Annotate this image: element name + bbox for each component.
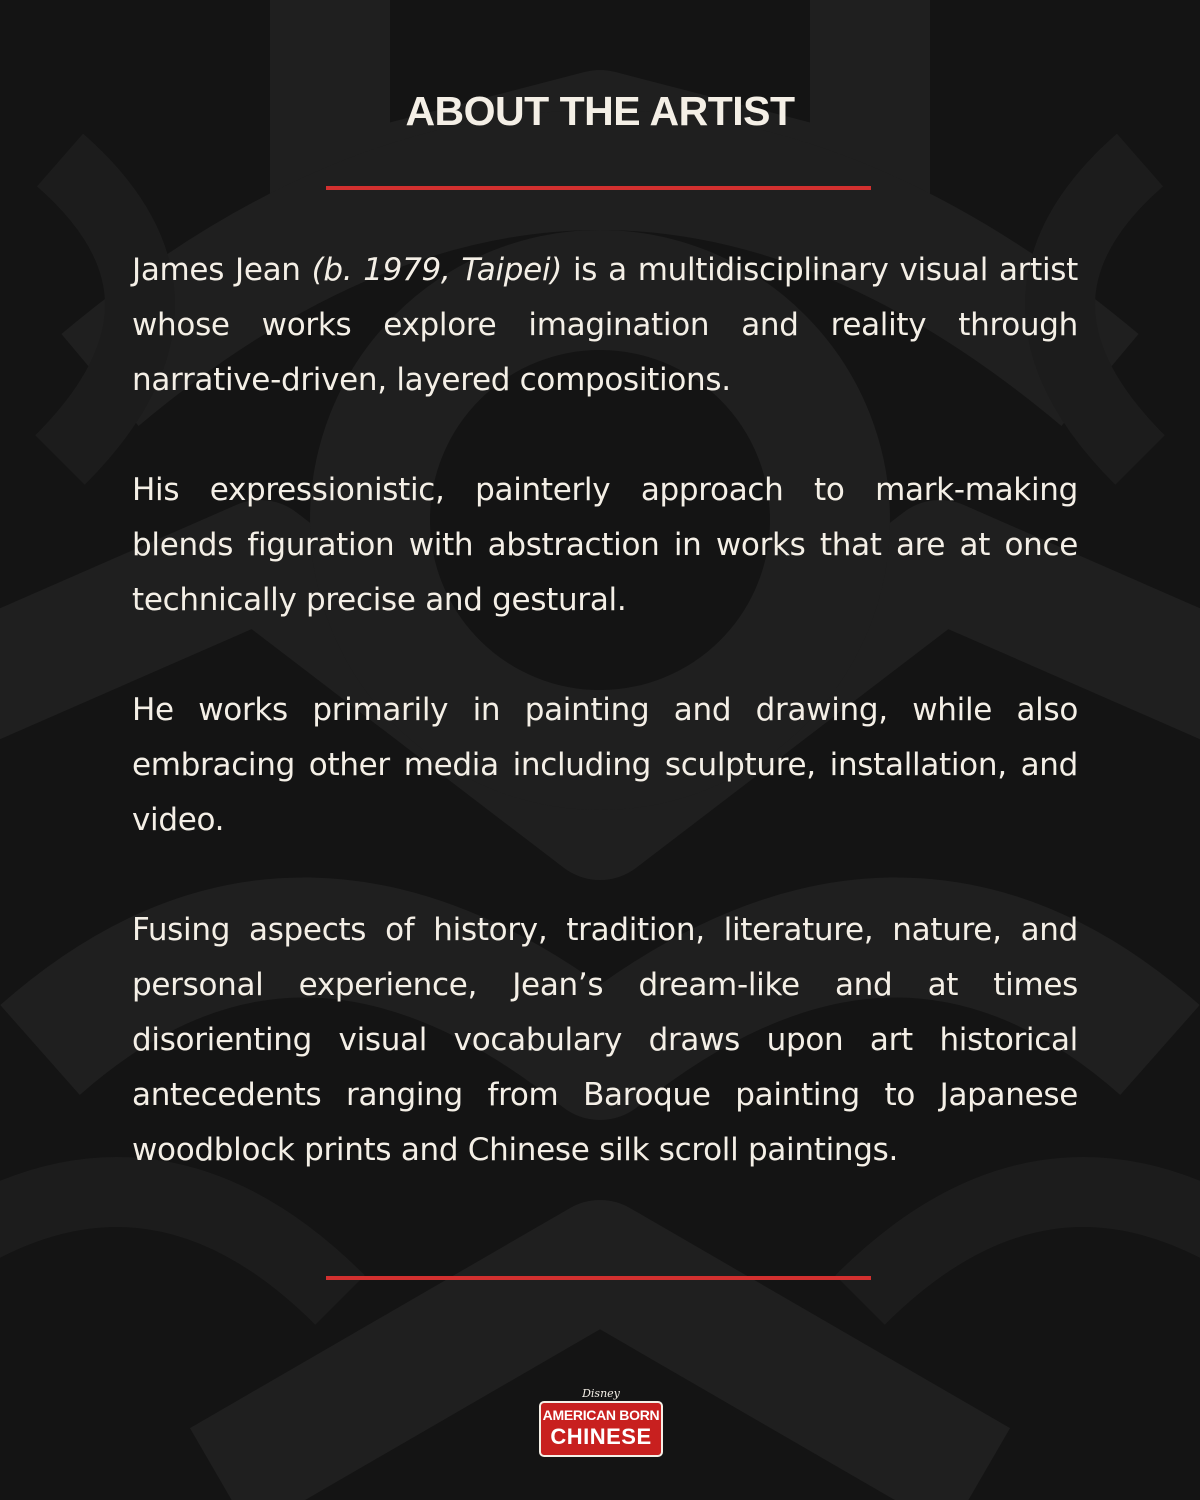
bio-intro-rest: is a multidisciplinary visual artist whose works explore imagination and reality through narrative-driven, layered compositions. (132, 252, 1079, 398)
bio-paragraph-1 (132, 243, 1078, 408)
bio-paragraph-2: His expressionistic, painterly approach to mark-making blends figuration with abstraction in works that are at once technically precise and gestural. (132, 472, 1078, 618)
show-logo (539, 1388, 663, 1458)
bottom-divider (326, 1276, 871, 1280)
logo-line-1: AMERICAN BORN (542, 1407, 660, 1423)
bio-name: James Jean (132, 252, 312, 288)
bio-paragraph-4: Fusing aspects of history, tradition, literature, nature, and personal experience, Jean’s dream-like and at times disorienting visual vocabulary draws upon art historical antecedents ranging from Baroque painting to Japanese woodblock prints and Chinese silk scroll paintings. (132, 912, 1078, 1168)
page-title: ABOUT THE ARTIST (405, 88, 795, 134)
logo-badge (539, 1401, 663, 1457)
disney-wordmark: Disney (582, 1387, 620, 1400)
top-divider (326, 186, 871, 190)
artist-bio (132, 243, 1078, 1233)
logo-line-2: CHINESE (550, 1424, 652, 1449)
bio-paragraph-3: He works primarily in painting and drawing, while also embracing other media including sculpture, installation, and video. (132, 692, 1078, 838)
bio-birth-info: (b. 1979, Taipei) (311, 252, 563, 288)
